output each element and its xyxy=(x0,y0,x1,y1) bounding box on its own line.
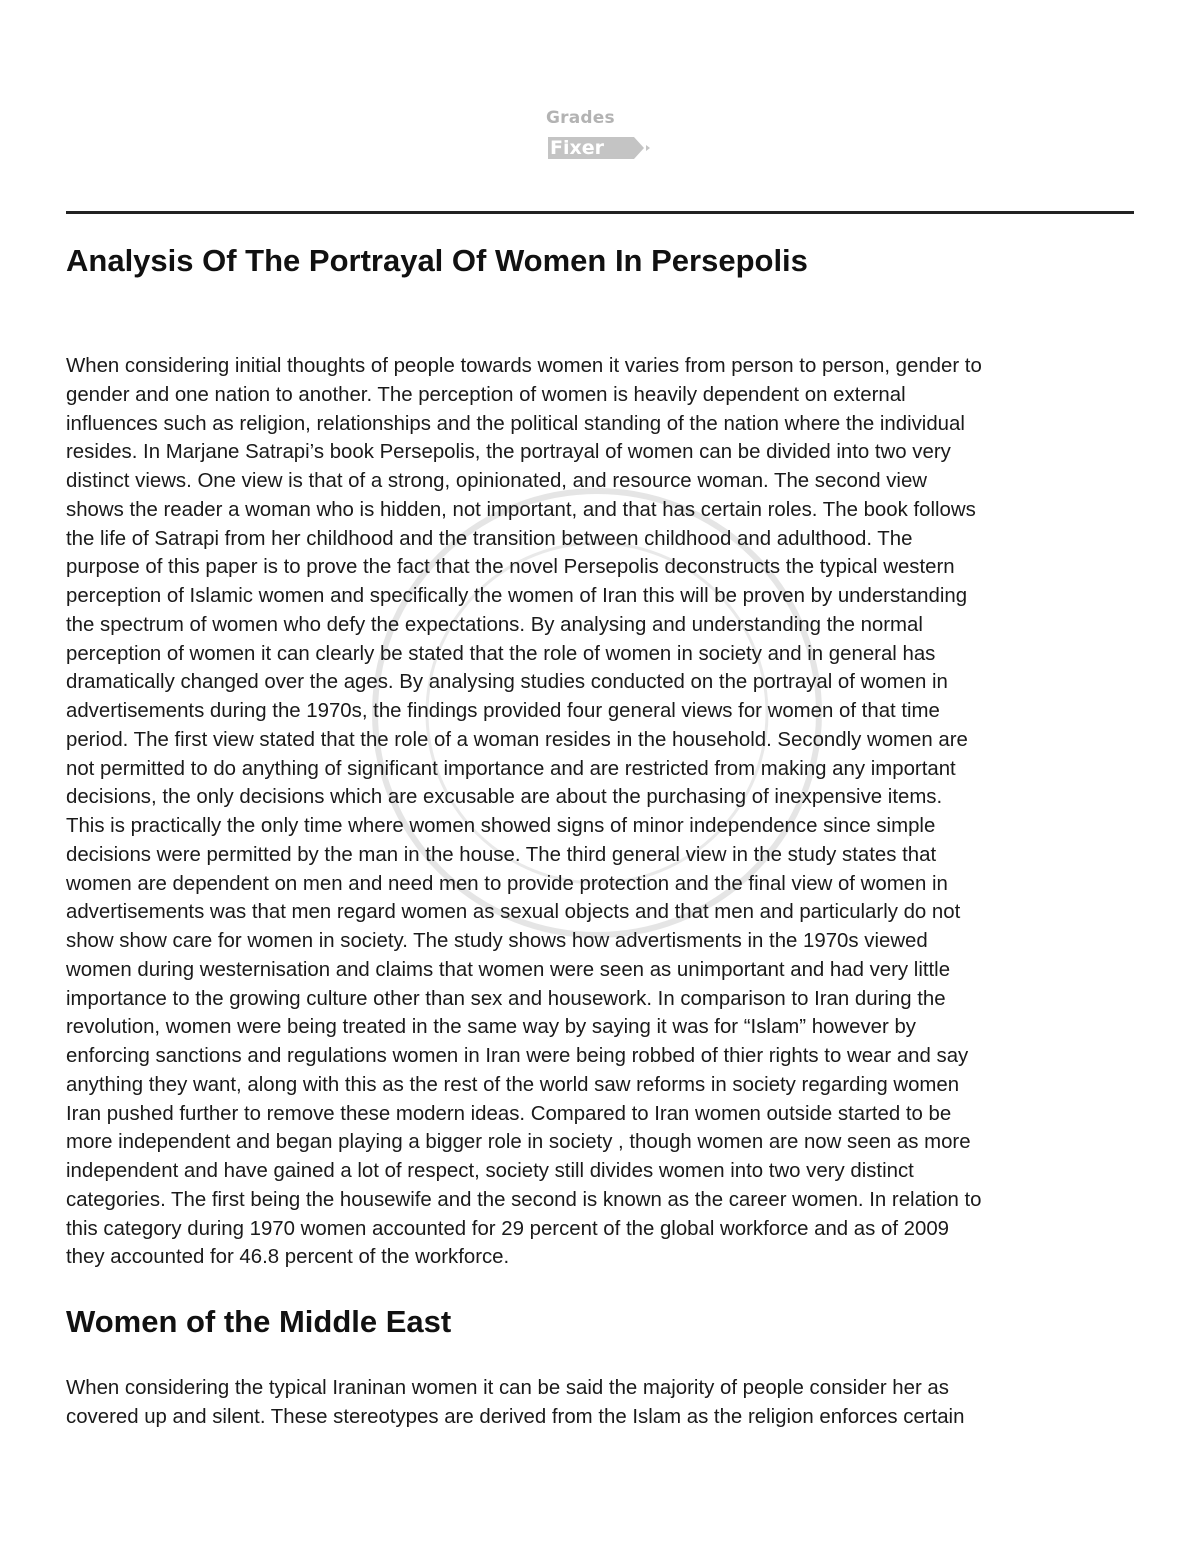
header-divider xyxy=(66,211,1134,214)
paragraph-line: gender and one nation to another. The perception of women is heavily dependent on external xyxy=(66,383,906,406)
logo-top-text: Grades xyxy=(546,108,615,128)
paragraph-line: categories. The first being the housewife and the second is known as the career women. In relation to xyxy=(66,1188,982,1211)
paragraph-line: When considering the typical Iraninan women it can be said the majority of people consider her as xyxy=(66,1377,949,1399)
paragraph-line: importance to the growing culture other than sex and housework. In comparison to Iran during the xyxy=(66,987,946,1010)
paragraph-line: more independent and began playing a bigger role in society , though women are now seen as more xyxy=(66,1131,971,1154)
paragraph-line: the life of Satrapi from her childhood and the transition between childhood and adulthood. The xyxy=(66,527,913,550)
paragraph-line: independent and have gained a lot of respect, society still divides women into two very distinct xyxy=(66,1160,914,1182)
paragraph-line: women are dependent on men and need men to provide protection and the final view of women in xyxy=(66,872,948,895)
section-heading: Women of the Middle East xyxy=(66,1304,452,1339)
paragraph-line: This is practically the only time where women showed signs of minor independence since simple xyxy=(66,815,936,837)
paragraph-line: advertisements during the 1970s, the findings provided four general views for women of that time xyxy=(66,700,940,722)
paragraph-line: Iran pushed further to remove these modern ideas. Compared to Iran women outside started to be xyxy=(66,1102,952,1125)
paragraph-line: When considering initial thoughts of people towards women it varies from person to person, gender to xyxy=(66,355,982,377)
paragraph-line: distinct views. One view is that of a strong, opinionated, and resource woman. The second view xyxy=(66,470,928,492)
paragraph-line: purpose of this paper is to prove the fact that the novel Persepolis deconstructs the typical western xyxy=(66,556,955,579)
logo-badge xyxy=(546,135,642,161)
paragraph-line: period. The first view stated that the role of a woman resides in the household. Secondly women are xyxy=(66,728,968,751)
paragraph-line: perception of women it can clearly be stated that the role of women in society and in general has xyxy=(66,642,936,665)
logo-badge-text: Fixer xyxy=(550,137,605,159)
paragraph-line: they accounted for 46.8 percent of the workforce. xyxy=(66,1246,510,1269)
paragraph-line: women during westernisation and claims that women were seen as unimportant and had very little xyxy=(66,958,951,981)
paragraph-line: the spectrum of women who defy the expectations. By analysing and understanding the normal xyxy=(66,613,923,636)
body-paragraph-2 xyxy=(66,1374,1128,1432)
paragraph-line: decisions were permitted by the man in the house. The third general view in the study states that xyxy=(66,843,937,866)
document-title: Analysis Of The Portrayal Of Women In Persepolis xyxy=(66,243,808,278)
paragraph-line: influences such as religion, relationships and the political standing of the nation where the individual xyxy=(66,412,965,435)
paragraph-line: covered up and silent. These stereotypes are derived from the Islam as the religion enforces certain xyxy=(66,1405,965,1428)
body-paragraph-1 xyxy=(66,352,1128,1272)
paragraph-line: revolution, women were being treated in the same way by saying it was for “Islam” however by xyxy=(66,1016,916,1039)
paragraph-line: shows the reader a woman who is hidden, not important, and that has certain roles. The book follows xyxy=(66,498,976,521)
paragraph-line: not permitted to do anything of significant importance and are restricted from making any important xyxy=(66,757,956,780)
gradesfixer-logo xyxy=(546,108,656,160)
paragraph-line: anything they want, along with this as the rest of the world saw reforms in society regarding women xyxy=(66,1073,960,1096)
paragraph-line: dramatically changed over the ages. By analysing studies conducted on the portrayal of women in xyxy=(66,671,948,694)
paragraph-line: advertisements was that men regard women as sexual objects and that men and particularly do not xyxy=(66,901,961,924)
paragraph-line: decisions, the only decisions which are excusable are about the purchasing of inexpensive items. xyxy=(66,786,943,809)
paragraph-line: enforcing sanctions and regulations women in Iran were being robbed of thier rights to wear and say xyxy=(66,1045,969,1067)
paragraph-line: perception of Islamic women and specifically the women of Iran this will be proven by understanding xyxy=(66,585,968,607)
paragraph-line: show show care for women in society. The study shows how advertisments in the 1970s viewed xyxy=(66,930,928,952)
paragraph-line: this category during 1970 women accounted for 29 percent of the global workforce and as of 2009 xyxy=(66,1217,950,1240)
paragraph-line: resides. In Marjane Satrapi’s book Persepolis, the portrayal of women can be divided into two very xyxy=(66,441,951,464)
